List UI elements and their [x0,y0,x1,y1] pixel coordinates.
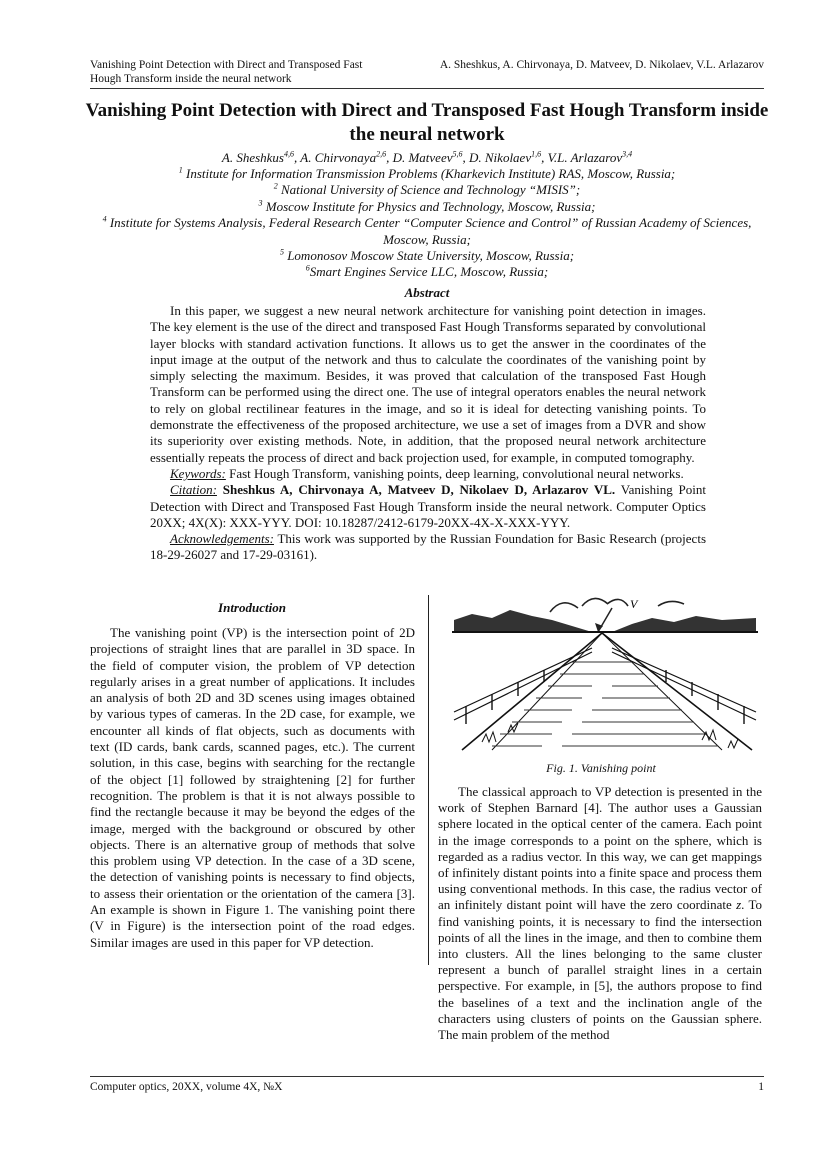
road-vanishing-point-drawing [452,592,758,752]
citation-text: Vanishing Point Detection with Direct and Transposed Fast Hough Transform inside the neural network. Computer Optics 20XX; 4X(X): XXX-YYY. DOI: 10.18287/2412-6179-20XX-4X-X-XXX-YYY. [150,482,706,530]
keywords-paragraph [150,466,706,482]
affiliation-item: $^2$ National University of Science and Technology “MISIS”; [273,182,581,198]
author-affiliation-mark: 4,6 [283,149,294,159]
vanishing-point-label: V [630,597,638,611]
author-list: A. Sheshkus$^{4,6}$, A. Chirvonaya$^{2,6}$, D. Matveev$^{5,6}$, D. Nikolaev$^{1,6}$, V.L. Arlazarov$^{3,4}$ [221,149,633,165]
keywords-text: Fast Hough Transform, vanishing points, deep learning, convolutional neural networks. [229,465,684,481]
introduction-text: The vanishing point (VP) is the intersection point of 2D projections of straight lines that are parallel in 3D space. In the field of computer vision, the problem of VP detection regularly arises in a great number of applications. It includes an analysis of both 2D and 3D scenes using images obtained by various types of cameras. In the 2D case, for example, we encounter all kinds of flat objects, such as documents with text (ID cards, bank cards, scanned pages, etc.). The current solution, in this case, begins with searching for the rectangle of the object [1] followed by straightening [2] for further recognition. The problem is that it is not always possible to find the rectangle because it may be beyond the edges of the image, merged with the background or obscured by other objects. There is an alternative group of methods that solve this problem using VP detection. In the case of a 3D scene, the detection of vanishing points is necessary to find objects, to assess their orientation or the orientation of the camera [3]. An example is shown in Figure 1. The vanishing point there (V in Figure) is the intersection point of the road edges. Similar images are used in this paper for VP detection. [90,625,415,950]
author-affiliation-mark: 1,6 [531,149,542,159]
citation-paragraph [150,482,706,531]
left-column [90,625,415,951]
affiliation-item: $^4$ Institute for Systems Analysis, Federal Research Center “Computer Science and Control” of Russian Academy of Sciences, Moscow, Russia; [102,214,752,247]
affiliation-item: $^6$Smart Engines Service LLC, Moscow, Russia; [305,264,549,280]
author-affiliation-mark: 5,6 [452,149,463,159]
affiliation-item: $^3$ Moscow Institute for Physics and Technology, Moscow, Russia; [258,198,596,214]
author-affiliation-mark: 3,4 [622,149,633,159]
running-header-title: Vanishing Point Detection with Direct and Transposed Fast Hough Transform inside the neural network [90,59,363,85]
author-name: A. Chirvonaya [300,150,377,165]
affiliation-item: $^1$ Institute for Information Transmission Problems (Kharkevich Institute) RAS, Moscow, Russia; [178,165,676,181]
author-affiliation-mark: 2,6 [376,149,387,159]
paper-title: Vanishing Point Detection with Direct and Transposed Fast Hough Transform inside the neural network [85,100,769,145]
footer-journal: Computer optics, 20XX, volume 4X, №X [90,1081,283,1093]
figure-road-illustration [452,592,758,752]
abstract-heading: Abstract [404,285,450,300]
abstract-text: In this paper, we suggest a new neural network architecture for vanishing point detection in images. The key element is the use of the direct and transposed Fast Hough Transforms separated by convolutional layer blocks with standard activation functions. It allows us to get the answer in the coordinates of the input image at the output of the network and thus to calculate the coordinates of the vanishing point by simply selecting the maximum. Besides, it was proved that calculation of the transposed Fast Hough Transform can be performed using the direct one. The use of integral operators enables the neural network to rely on global rectilinear features in the image, and so it is ideal for detecting vanishing points. To demonstrate the effectiveness of the proposed architecture, we use a set of images from a DVR and show its superiority over existing methods. Note, in addition, that the proposed neural network architecture essentially repeats the process of direct and back projection used, for example, in computed tomography. [150,303,706,465]
figure-caption: Fig. 1. Vanishing point [546,761,656,775]
footer-rule [90,1076,764,1077]
introduction-heading: Introduction [218,600,286,615]
affiliation-list [84,166,770,281]
abstract-block [150,303,706,564]
affiliation-item: $^5$ Lomonosov Moscow State University, Moscow, Russia; [279,247,575,264]
column-divider [428,595,429,965]
right-column [438,784,762,1043]
acknowledgements-paragraph [150,531,706,564]
acknowledgements-label: Acknowledgements: [170,531,274,547]
author-name: A. Sheshkus [221,150,284,165]
citation-label: Citation: [170,482,217,498]
author-name: D. Nikolaev [469,150,532,165]
running-header-authors: A. Sheshkus, A. Chirvonaya, D. Matveev, D. Nikolaev, V.L. Arlazarov [439,59,764,71]
header-rule [90,88,764,89]
page-number: 1 [758,1081,764,1093]
author-name: D. Matveev [392,150,453,165]
keywords-label: Keywords: [170,465,226,481]
math-variable: z [736,897,742,913]
acknowledgements-text: This work was supported by the Russian Foundation for Basic Research (projects 18-29-26027 and 17-29-03161). [150,531,706,563]
right-column-text: The classical approach to VP detection is presented in the work of Stephen Barnard [4]. The author uses a Gaussian sphere located in the optical center of the camera. Each point in the image corresponds to a point on the sphere, which is regarded as a radius vector. In this way, we can get mappings of infinitely distant points into a finite space and process them using conventional methods. In this case, the radius vector of an infinitely distant point will have the zero coordinate z. To find vanishing points, it is necessary to find the intersection points of all the lines in the image, and then to combine them into clusters. All the lines belonging to the same cluster represent a bunch of parallel straight lines in a certain perspective. For example, in [5], the authors propose to find the baselines of a text and the inclination angle of the characters using clusters of points on the Gaussian sphere. The main problem of the method [438,784,762,1043]
author-name: V.L. Arlazarov [547,150,623,165]
citation-authors: Sheshkus A, Chirvonaya A, Matveev D, Nikolaev D, Arlazarov VL. [222,482,616,498]
